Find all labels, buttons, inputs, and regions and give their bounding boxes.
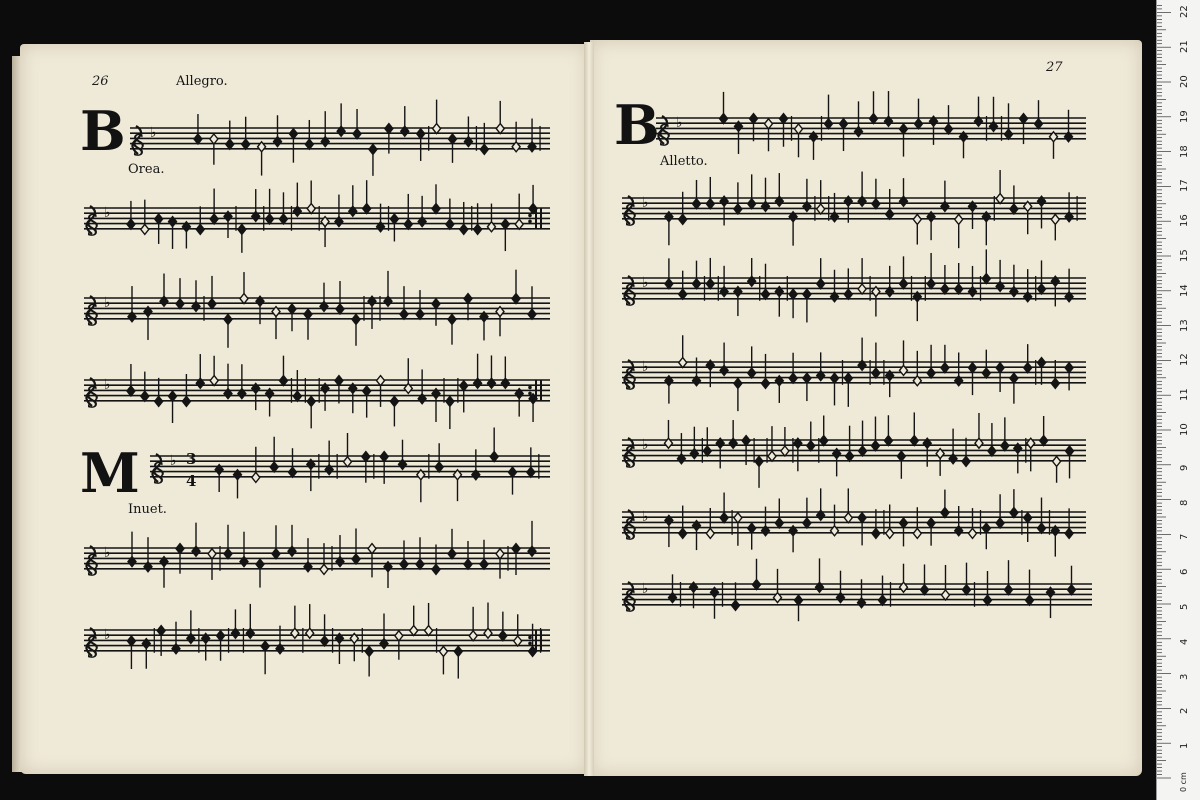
ruler-number: 17 [1179, 179, 1190, 193]
note-head [352, 554, 360, 564]
note-head [362, 452, 370, 462]
note-head [385, 124, 393, 134]
note-head [969, 363, 977, 373]
note-head [266, 214, 274, 224]
note-head [474, 224, 482, 234]
note-head [734, 204, 742, 214]
note-head [781, 446, 789, 456]
ruler-number: 16 [1179, 214, 1190, 228]
note-head [416, 309, 424, 319]
note-head [927, 279, 935, 289]
ruler-number: 3 [1179, 673, 1190, 680]
note-head [963, 585, 971, 595]
ruler-number: 20 [1179, 75, 1190, 88]
note-head [377, 376, 385, 386]
note-head [304, 309, 312, 319]
note-head [515, 219, 523, 229]
note-head [941, 284, 949, 294]
note-head [803, 289, 811, 299]
note-head [512, 544, 520, 554]
note-head [432, 299, 440, 309]
note-head [1065, 528, 1073, 538]
note-head [464, 559, 472, 569]
note-head [365, 646, 373, 656]
note-head [352, 314, 360, 324]
note-head [988, 446, 996, 456]
note-head [368, 544, 376, 554]
note-head [293, 391, 301, 401]
note-head [858, 284, 866, 294]
note-head [679, 358, 687, 368]
ruler-number: 15 [1179, 249, 1190, 262]
note-head [1024, 363, 1032, 373]
note-head [927, 518, 935, 528]
note-head [706, 528, 714, 538]
time-signature-denominator: 4 [186, 472, 197, 490]
note-head [1053, 456, 1061, 466]
note-head [1026, 595, 1034, 605]
note-head [527, 467, 535, 477]
note-head [1038, 523, 1046, 533]
note-head [1010, 373, 1018, 383]
ruler-unit-label: 0 cm [1179, 772, 1188, 792]
note-head [307, 396, 315, 406]
note-head [363, 204, 371, 214]
note-head [720, 114, 728, 124]
note-head [335, 376, 343, 386]
note-head [127, 636, 135, 646]
note-head [1051, 378, 1059, 388]
note-head [344, 457, 352, 467]
clef-glyph: § [624, 585, 637, 616]
note-head [480, 559, 488, 569]
note-head [242, 139, 250, 149]
key-flat: ♭ [104, 545, 111, 561]
note-head [432, 564, 440, 574]
note-head [840, 119, 848, 129]
ruler-number: 13 [1179, 318, 1190, 332]
note-head [400, 309, 408, 319]
note-head [196, 224, 204, 234]
key-flat: ♭ [642, 195, 649, 211]
note-head [410, 626, 418, 636]
note-head [969, 528, 977, 538]
note-head [768, 451, 776, 461]
note-head [1038, 284, 1046, 294]
initial-letter-m: M [80, 441, 140, 505]
note-head [706, 279, 714, 289]
note-head [1065, 363, 1073, 373]
note-head [210, 134, 218, 144]
note-head [982, 368, 990, 378]
note-head [512, 294, 520, 304]
note-head [910, 436, 918, 446]
note-head [872, 368, 880, 378]
note-head [955, 284, 963, 294]
note-head [155, 396, 163, 406]
note-head [353, 129, 361, 139]
note-head [996, 518, 1004, 528]
key-flat: ♭ [150, 125, 157, 141]
note-head [446, 396, 454, 406]
note-head [734, 378, 742, 388]
note-head [238, 224, 246, 234]
note-head [169, 391, 177, 401]
note-head [261, 641, 269, 651]
note-head [1035, 119, 1043, 129]
note-head [460, 224, 468, 234]
note-head [886, 209, 894, 219]
note-head [496, 549, 504, 559]
note-head [226, 139, 234, 149]
note-head [753, 580, 761, 590]
note-head [1051, 214, 1059, 224]
note-head [182, 396, 190, 406]
note-head [336, 304, 344, 314]
note-head [460, 381, 468, 391]
note-head [679, 214, 687, 224]
key-flat: ♭ [642, 359, 649, 375]
note-head [762, 378, 770, 388]
note-head [872, 199, 880, 209]
clef-glyph: § [86, 381, 99, 412]
note-head [915, 119, 923, 129]
note-head [1005, 129, 1013, 139]
note-head [665, 279, 673, 289]
note-head [679, 528, 687, 538]
note-head [789, 289, 797, 299]
note-head [1024, 513, 1032, 523]
note-head [272, 549, 280, 559]
ruler-number: 7 [1179, 534, 1190, 541]
note-head [844, 289, 852, 299]
note-head [157, 626, 165, 636]
note-head [1010, 204, 1018, 214]
note-head [693, 279, 701, 289]
note-head [780, 114, 788, 124]
note-head [464, 294, 472, 304]
note-head [879, 595, 887, 605]
note-head [501, 219, 509, 229]
note-head [400, 559, 408, 569]
note-head [831, 373, 839, 383]
note-head [795, 595, 803, 605]
note-head [321, 636, 329, 646]
note-head [270, 462, 278, 472]
note-head [884, 436, 892, 446]
note-head [127, 386, 135, 396]
note-head [224, 549, 232, 559]
ruler-number: 4 [1179, 638, 1190, 645]
ruler-number: 2 [1179, 708, 1190, 715]
note-head [872, 528, 880, 538]
note-head [755, 456, 763, 466]
note-head [496, 124, 504, 134]
initial-letter-b-right: B [614, 93, 660, 157]
clef-glyph: § [132, 129, 145, 160]
note-head [176, 544, 184, 554]
note-head [289, 467, 297, 477]
note-head [390, 214, 398, 224]
note-head [982, 523, 990, 533]
note-head [795, 124, 803, 134]
note-head [416, 559, 424, 569]
note-head [996, 194, 1004, 204]
section-label-alletto: Alletto. [660, 154, 708, 169]
note-head [240, 294, 248, 304]
note-head [825, 119, 833, 129]
note-head [900, 279, 908, 289]
key-flat: ♭ [642, 581, 649, 597]
note-head [279, 214, 287, 224]
note-head [693, 199, 701, 209]
initial-letter-b-left: B [80, 99, 126, 163]
note-head [417, 129, 425, 139]
key-flat: ♭ [104, 377, 111, 393]
note-head [208, 299, 216, 309]
note-head [748, 523, 756, 533]
ruler-number: 18 [1179, 144, 1190, 158]
note-head [859, 446, 867, 456]
note-head [448, 314, 456, 324]
note-head [982, 274, 990, 284]
note-head [858, 513, 866, 523]
note-head [886, 528, 894, 538]
note-head [1005, 585, 1013, 595]
clef-glyph: § [624, 199, 637, 230]
ruler-number: 5 [1179, 603, 1190, 610]
note-head [807, 441, 815, 451]
note-head [942, 590, 950, 600]
note-head [279, 376, 287, 386]
note-head [210, 214, 218, 224]
note-head [307, 204, 315, 214]
note-head [404, 219, 412, 229]
ruler-number: 19 [1179, 110, 1190, 123]
ruler-number: 9 [1179, 464, 1190, 471]
note-head [380, 452, 388, 462]
note-head [1040, 436, 1048, 446]
ruler-number: 14 [1179, 284, 1190, 297]
note-head [490, 452, 498, 462]
note-head [176, 299, 184, 309]
note-head [1010, 508, 1018, 518]
note-head [528, 309, 536, 319]
clef-glyph: § [86, 299, 99, 330]
repeat-dot [528, 642, 532, 646]
clef-glyph: § [624, 441, 637, 472]
note-head [748, 368, 756, 378]
note-head [155, 214, 163, 224]
note-head [765, 119, 773, 129]
tempo-marking-allegro: Allegro. [176, 74, 228, 89]
note-head [320, 564, 328, 574]
note-head [454, 646, 462, 656]
note-head [941, 508, 949, 518]
ruler-number: 10 [1179, 423, 1190, 436]
note-head [432, 204, 440, 214]
clef-glyph: § [86, 631, 99, 662]
note-head [439, 646, 447, 656]
repeat-dot [528, 386, 532, 390]
note-head [820, 436, 828, 446]
note-head [962, 456, 970, 466]
ruler-number: 1 [1179, 742, 1190, 750]
ruler-number: 6 [1179, 568, 1190, 576]
note-head [870, 114, 878, 124]
note-head [435, 462, 443, 472]
note-head [913, 214, 921, 224]
note-head [289, 129, 297, 139]
note-head [789, 373, 797, 383]
note-head [921, 585, 929, 595]
note-head [363, 386, 371, 396]
clef-glyph: § [86, 549, 99, 580]
clef-glyph: § [86, 209, 99, 240]
note-head [127, 219, 135, 229]
note-head [1068, 585, 1076, 595]
note-head [762, 289, 770, 299]
note-head [941, 363, 949, 373]
ruler-number: 22 [1179, 5, 1190, 19]
key-flat: ♭ [170, 453, 177, 469]
note-head [775, 518, 783, 528]
note-head [1020, 114, 1028, 124]
note-head [1066, 446, 1074, 456]
measurement-ruler [1156, 0, 1200, 800]
key-flat: ♭ [642, 275, 649, 291]
ruler-number: 11 [1179, 388, 1190, 402]
note-head [224, 314, 232, 324]
note-head [469, 631, 477, 641]
key-flat: ♭ [104, 295, 111, 311]
note-head [305, 139, 313, 149]
note-head [817, 279, 825, 289]
note-head [927, 368, 935, 378]
note-head [288, 304, 296, 314]
section-label-inuet: Inuet. [128, 502, 167, 517]
note-head [897, 451, 905, 461]
repeat-dot [528, 392, 532, 396]
note-head [913, 528, 921, 538]
clef-glyph: § [624, 279, 637, 310]
note-head [720, 513, 728, 523]
note-head [706, 199, 714, 209]
note-head [390, 396, 398, 406]
note-head [703, 446, 711, 456]
note-head [449, 134, 457, 144]
note-head [141, 391, 149, 401]
note-head [217, 631, 225, 641]
note-head [514, 636, 522, 646]
note-head [955, 214, 963, 224]
note-head [871, 441, 879, 451]
note-head [395, 631, 403, 641]
key-flat: ♭ [104, 627, 111, 643]
note-head [679, 289, 687, 299]
note-head [446, 219, 454, 229]
note-head [252, 472, 260, 482]
note-head [448, 549, 456, 559]
note-head [900, 518, 908, 528]
note-head [945, 124, 953, 134]
ruler-number: 12 [1179, 353, 1190, 367]
note-head [996, 363, 1004, 373]
right-page-number: 27 [1046, 60, 1063, 75]
note-head [210, 376, 218, 386]
clef-glyph: § [658, 119, 671, 150]
ruler-number: 8 [1179, 499, 1190, 506]
note-head [817, 204, 825, 214]
note-head [1001, 441, 1009, 451]
repeat-dot [528, 220, 532, 224]
note-head [1038, 358, 1046, 368]
repeat-dot [528, 214, 532, 218]
note-head [141, 224, 149, 234]
ruler-number: 21 [1179, 40, 1190, 54]
note-head [425, 626, 433, 636]
note-head [256, 559, 264, 569]
note-head [732, 600, 740, 610]
key-flat: ♭ [642, 509, 649, 525]
note-head [369, 144, 377, 154]
clef-glyph: § [152, 457, 165, 488]
note-head [742, 436, 750, 446]
key-flat: ♭ [642, 437, 649, 453]
note-head [803, 373, 811, 383]
key-flat: ♭ [676, 115, 683, 131]
note-head [846, 451, 854, 461]
note-head [208, 549, 216, 559]
note-head [499, 631, 507, 641]
note-head [734, 513, 742, 523]
time-signature-numerator: 3 [186, 450, 197, 468]
note-head [803, 518, 811, 528]
note-head [194, 134, 202, 144]
note-head [900, 124, 908, 134]
note-head [844, 373, 852, 383]
note-head [750, 114, 758, 124]
left-page-number: 26 [92, 74, 109, 89]
note-head [984, 595, 992, 605]
note-head [748, 199, 756, 209]
note-head [480, 144, 488, 154]
note-head [844, 513, 852, 523]
section-label-orea: Orea. [128, 162, 165, 177]
note-head [509, 467, 517, 477]
clef-glyph: § [624, 363, 637, 394]
key-flat: ♭ [104, 205, 111, 221]
repeat-dot [528, 636, 532, 640]
note-head [433, 124, 441, 134]
clef-glyph: § [624, 513, 637, 544]
